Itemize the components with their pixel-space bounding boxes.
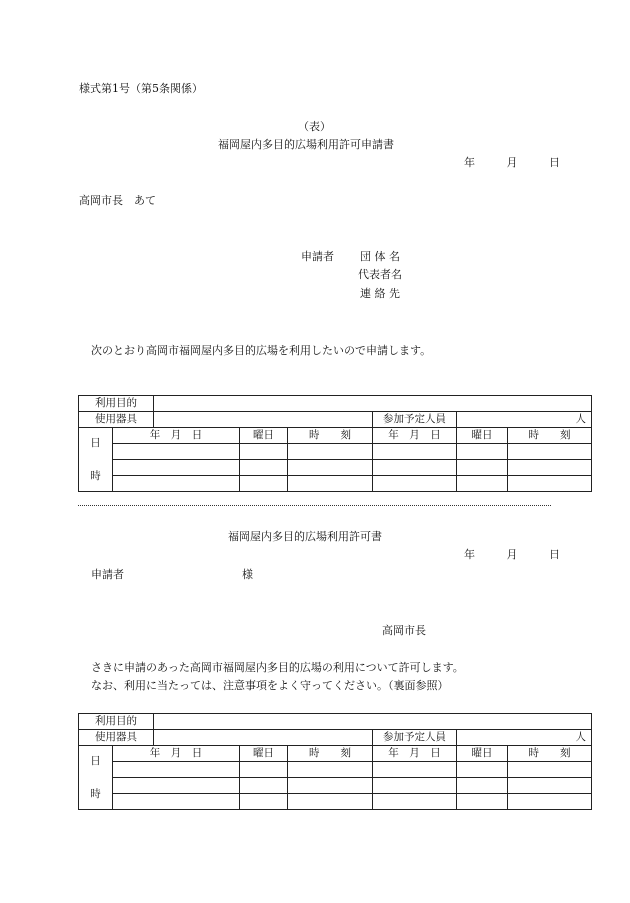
weekday-cell[interactable] (457, 778, 508, 794)
equipment-value[interactable] (154, 730, 373, 746)
participants-label: 参加予定人員 (373, 412, 457, 428)
date-cell[interactable] (113, 778, 240, 794)
weekday-cell[interactable] (457, 476, 508, 492)
weekday-header-2: 曜日 (457, 746, 508, 762)
application-title: 福岡屋内多目的広場利用許可申請書 (218, 138, 394, 151)
date-day: 日 (549, 548, 560, 561)
permit-honorific: 様 (242, 568, 253, 581)
datetime-label (79, 428, 113, 492)
application-date (464, 157, 560, 168)
datetime-label-bottom: 時 (90, 469, 101, 482)
addressee: 高岡市長 あて (79, 194, 156, 207)
time-cell[interactable] (288, 778, 373, 794)
application-body-text: 次のとおり高岡市福岡屋内多目的広場を利用したいので申請します。 (91, 344, 432, 357)
date-cell[interactable] (113, 762, 240, 778)
application-usage-table (78, 395, 592, 492)
time-cell[interactable] (288, 476, 373, 492)
applicant-label: 申請者 (301, 250, 334, 263)
date-cell[interactable] (373, 460, 457, 476)
weekday-cell[interactable] (457, 762, 508, 778)
time-cell[interactable] (508, 794, 592, 810)
permit-date (464, 549, 560, 560)
time-cell[interactable] (288, 460, 373, 476)
contact-label: 連 絡 先 (360, 287, 400, 300)
date-cell[interactable] (373, 444, 457, 460)
weekday-cell[interactable] (240, 444, 288, 460)
purpose-label: 利用目的 (79, 714, 154, 730)
weekday-cell[interactable] (457, 444, 508, 460)
permit-body-line2: なお、利用に当たっては、注意事項をよく守ってください。（裏面参照） (91, 679, 449, 692)
date-day: 日 (549, 156, 560, 169)
table-row (79, 444, 592, 460)
form-number: 様式第1号（第5条関係） (79, 82, 203, 95)
participants-unit[interactable]: 人 (457, 730, 592, 746)
date-cell[interactable] (373, 794, 457, 810)
representative-label: 代表者名 (358, 268, 402, 281)
time-cell[interactable] (288, 794, 373, 810)
time-cell[interactable] (288, 444, 373, 460)
time-cell[interactable] (508, 460, 592, 476)
table-row (79, 762, 592, 778)
date-month: 月 (506, 548, 518, 561)
date-year: 年 (464, 548, 475, 561)
time-header-2: 時 刻 (508, 746, 592, 762)
weekday-cell[interactable] (240, 476, 288, 492)
date-header-2: 年 月 日 (373, 746, 457, 762)
weekday-header-1: 曜日 (240, 428, 288, 444)
date-cell[interactable] (113, 444, 240, 460)
purpose-value[interactable] (154, 396, 592, 412)
date-month: 月 (506, 156, 518, 169)
date-cell[interactable] (113, 460, 240, 476)
table-row (79, 794, 592, 810)
date-header-2: 年 月 日 (373, 428, 457, 444)
participants-unit[interactable]: 人 (457, 412, 592, 428)
time-cell[interactable] (508, 778, 592, 794)
weekday-header-2: 曜日 (457, 428, 508, 444)
permit-issuer: 高岡市長 (382, 624, 426, 637)
permit-usage-table (78, 713, 592, 810)
table-row (79, 778, 592, 794)
participants-label: 参加予定人員 (373, 730, 457, 746)
weekday-cell[interactable] (457, 460, 508, 476)
equipment-label: 使用器具 (79, 730, 154, 746)
purpose-value[interactable] (154, 714, 592, 730)
weekday-header-1: 曜日 (240, 746, 288, 762)
datetime-label-top: 日 (90, 755, 101, 767)
weekday-cell[interactable] (240, 778, 288, 794)
datetime-label-bottom: 時 (90, 787, 101, 800)
weekday-cell[interactable] (240, 794, 288, 810)
date-header-1: 年 月 日 (113, 428, 240, 444)
date-cell[interactable] (113, 476, 240, 492)
equipment-label: 使用器具 (79, 412, 154, 428)
date-header-1: 年 月 日 (113, 746, 240, 762)
weekday-cell[interactable] (240, 460, 288, 476)
side-label: （表） (298, 120, 331, 133)
permit-title: 福岡屋内多目的広場利用許可書 (228, 530, 382, 543)
time-header-1: 時 刻 (288, 428, 373, 444)
datetime-label (79, 746, 113, 810)
group-name-label: 団 体 名 (360, 250, 400, 263)
date-cell[interactable] (373, 476, 457, 492)
permit-applicant-label: 申請者 (91, 568, 124, 581)
weekday-cell[interactable] (457, 794, 508, 810)
time-header-2: 時 刻 (508, 428, 592, 444)
time-cell[interactable] (288, 762, 373, 778)
purpose-label: 利用目的 (79, 396, 154, 412)
time-cell[interactable] (508, 762, 592, 778)
date-cell[interactable] (373, 762, 457, 778)
table-row (79, 476, 592, 492)
weekday-cell[interactable] (240, 762, 288, 778)
time-header-1: 時 刻 (288, 746, 373, 762)
time-cell[interactable] (508, 476, 592, 492)
date-cell[interactable] (113, 794, 240, 810)
cut-line-divider (78, 505, 551, 506)
time-cell[interactable] (508, 444, 592, 460)
equipment-value[interactable] (154, 412, 373, 428)
datetime-label-top: 日 (90, 437, 101, 449)
date-year: 年 (464, 156, 475, 169)
date-cell[interactable] (373, 778, 457, 794)
permit-body-line1: さきに申請のあった高岡市福岡屋内多目的広場の利用について許可します。 (91, 661, 464, 674)
table-row (79, 460, 592, 476)
